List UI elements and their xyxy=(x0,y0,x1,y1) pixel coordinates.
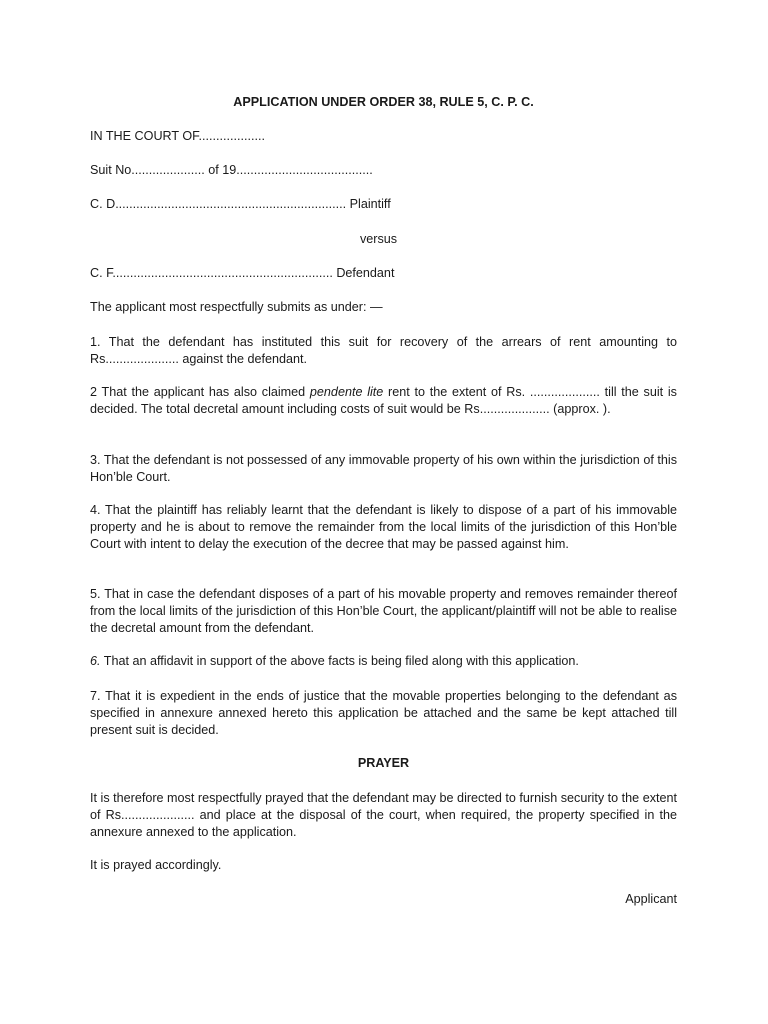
prayer-heading: PRAYER xyxy=(357,756,410,770)
paragraph-2-after: rent to the extent of Rs. .................... till the suit is decided. The total decretal amount including costs of suit would be Rs.................... (approx. ). xyxy=(90,385,677,416)
paragraph-1: 1. That the defendant has instituted this suit for recovery of the arrears of rent amounting to Rs..................... against the defendant. xyxy=(90,335,677,366)
paragraph-7: 7. That it is expedient in the ends of justice that the movable properties belonging to the defendant as specified in annexure annexed hereto this application be attached and the same be kept attached till present suit is decided. xyxy=(90,689,677,737)
paragraph-6-text: That an affidavit in support of the above facts is being filed along with this application. xyxy=(100,654,579,668)
intro-line: The applicant most respectfully submits as under: — xyxy=(90,300,383,314)
paragraph-2 xyxy=(90,384,677,418)
paragraph-6 xyxy=(90,653,677,670)
prayer-text: It is therefore most respectfully prayed that the defendant may be directed to furnish security to the extent of Rs..................... and place at the disposal of the court, when required, the property specified in the annexure annexed to the application. xyxy=(90,791,677,839)
versus-line: versus xyxy=(360,232,398,246)
closing-line: It is prayed accordingly. xyxy=(90,858,222,872)
plaintiff-line: C. D.................................................................. Plaintiff xyxy=(90,197,391,211)
signature-applicant: Applicant xyxy=(625,892,677,906)
paragraph-2-before: 2 That the applicant has also claimed xyxy=(90,385,310,399)
paragraph-5: 5. That in case the defendant disposes of a part of his movable property and removes remainder thereof from the local limits of the jurisdiction of this Hon’ble Court, the applicant/plaintiff will not be able to realise the decretal amount from the defendant. xyxy=(90,587,677,635)
court-line: IN THE COURT OF................... xyxy=(90,129,265,143)
document-title: APPLICATION UNDER ORDER 38, RULE 5, C. P. C. xyxy=(233,95,534,109)
paragraph-3: 3. That the defendant is not possessed of any immovable property of his own within the jurisdiction of this Hon’ble Court. xyxy=(90,453,677,484)
suit-number-line: Suit No..................... of 19....................................... xyxy=(90,163,373,177)
paragraph-2-italic: pendente lite xyxy=(309,385,384,399)
defendant-line: C. F............................................................... Defendant xyxy=(90,266,395,280)
paragraph-6-number: 6. xyxy=(90,654,101,668)
paragraph-4: 4. That the plaintiff has reliably learnt that the defendant is likely to dispose of a part of his immovable property and he is about to remove the remainder from the local limits of the jurisdiction of this Hon’ble Court with intent to delay the execution of the decree that may be passed against him. xyxy=(90,503,677,551)
